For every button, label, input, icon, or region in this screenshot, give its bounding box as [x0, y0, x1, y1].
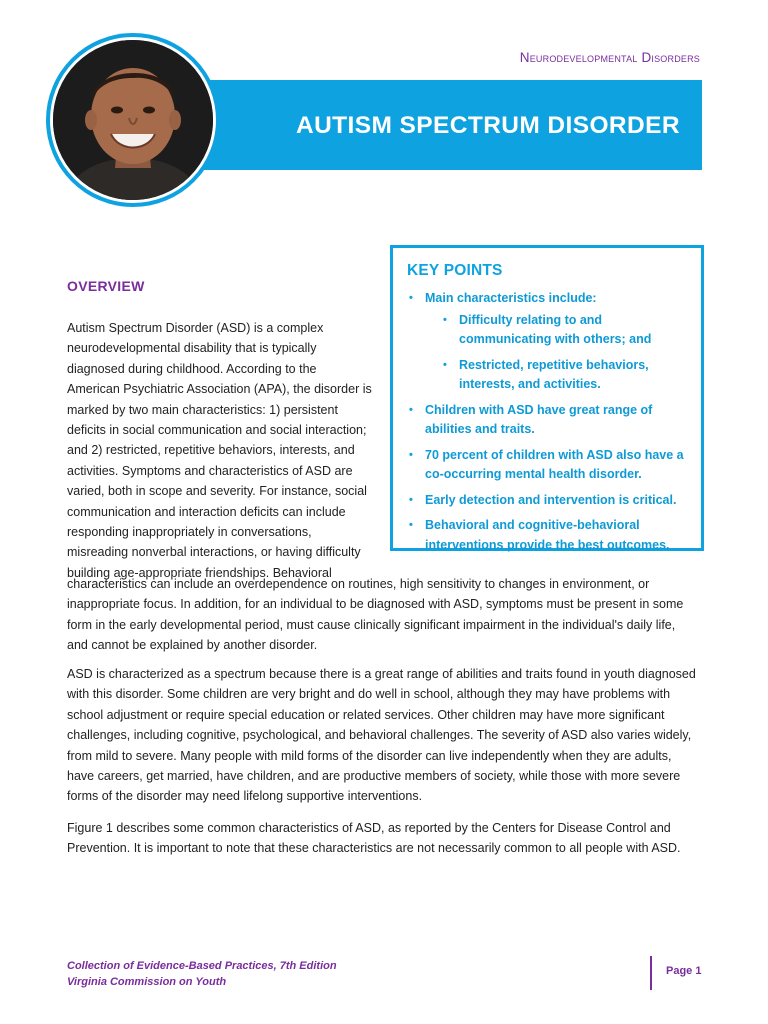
text-line: building age-appropriate friendships. Behavioral: [67, 565, 332, 580]
section-label: Neurodevelopmental Disorders: [519, 50, 700, 65]
text-line: diagnosed during childhood. According to the: [67, 361, 317, 376]
text-line: challenges, including cognitive, psychological, and behavioral challenges. The severity of ASD also varies widely,: [67, 728, 692, 743]
text-line: neurodevelopmental disability that is typically: [67, 341, 317, 356]
key-points-sublist: [425, 311, 689, 395]
text-line: from mild to severe. Many people with mild forms of the disorder can live independently when they are adults,: [67, 748, 672, 763]
text-line: forms of the disorder may need lifelong supportive interventions.: [67, 789, 423, 804]
footer-line-2: Virginia Commission on Youth: [67, 976, 227, 988]
page-number: Page 1: [666, 965, 702, 977]
key-point-subitem: • Restricted, repetitive behaviors, interests, and activities.: [441, 356, 689, 395]
key-point-intro-text: Main characteristics include:: [425, 291, 597, 305]
key-point-item: • 70 percent of children with ASD also have a co-occurring mental health disorder.: [407, 446, 689, 485]
text-line: form in the early developmental period, must cause clinically significant impairment in the individual's daily life,: [67, 617, 676, 632]
text-line: misreading nonverbal interactions, or having difficulty: [67, 545, 361, 560]
key-point-subitem: • Difficulty relating to and communicating with others; and: [441, 311, 689, 350]
overview-paragraph-2: [67, 664, 707, 807]
text-line: Prevention. It is important to note that these characteristics are not necessarily common to all people with ASD.: [67, 841, 681, 856]
key-point-item: • Early detection and intervention is critical.: [407, 491, 689, 511]
text-line: Autism Spectrum Disorder (ASD) is a complex: [67, 321, 324, 335]
overview-paragraph-3: [67, 818, 707, 859]
footer-publication: [67, 958, 337, 990]
text-line: ASD is characterized as a spectrum because there is a great range of abilities and traits found in youth diagnosed: [67, 667, 696, 681]
text-line: and 2) restricted, repetitive behaviors, interests, and: [67, 443, 355, 458]
key-points-title: KEY POINTS: [407, 262, 503, 279]
footer-line-1: Collection of Evidence-Based Practices, 7th Edition: [67, 960, 337, 972]
text-line: inappropriate focus. In addition, for an individual to be diagnosed with ASD, symptoms must be present in some: [67, 597, 684, 612]
key-point-item: • Children with ASD have great range of abilities and traits.: [407, 401, 689, 440]
text-line: with this disorder. Some children are very bright and do well in school, although they may have problems with: [67, 687, 671, 702]
portrait-photo-icon: [50, 37, 216, 203]
key-point-intro: [407, 289, 689, 395]
text-line: and cannot be explained by another disorder.: [67, 638, 318, 653]
page-title: AUTISM SPECTRUM DISORDER: [296, 112, 680, 139]
footer-divider: [650, 956, 652, 990]
overview-heading: OVERVIEW: [67, 278, 145, 294]
text-line: communication and interaction deficits can include: [67, 504, 346, 519]
overview-paragraph-1: [67, 318, 379, 583]
overview-paragraph-1-continued: [67, 574, 707, 656]
text-line: deficits in social communication and social interaction;: [67, 423, 367, 438]
text-line: marked by two main characteristics: 1) persistent: [67, 402, 338, 417]
text-line: American Psychiatric Association (APA), the disorder is: [67, 382, 372, 397]
text-line: Figure 1 describes some common characteristics of ASD, as reported by the Centers for Disease Control and: [67, 821, 671, 835]
text-line: varied, both in scope and severity. For instance, social: [67, 484, 367, 499]
text-line: have careers, get married, have children, and are productive members of society, while those with more severe: [67, 769, 681, 784]
text-line: characteristics can include an overdependence on routines, high sensitivity to changes in environment, or: [67, 577, 650, 591]
text-line: responding inappropriately in conversations,: [67, 525, 312, 540]
text-line: activities. Symptoms and characteristics of ASD are: [67, 463, 353, 478]
photo-frame: [46, 33, 220, 207]
key-points-box: [390, 245, 704, 551]
text-line: school adjustment or require special education or related services. Other children may have more significant: [67, 707, 665, 722]
key-points-list: [407, 289, 689, 555]
key-point-item: • Behavioral and cognitive-behavioral interventions provide the best outcomes.: [407, 516, 689, 555]
